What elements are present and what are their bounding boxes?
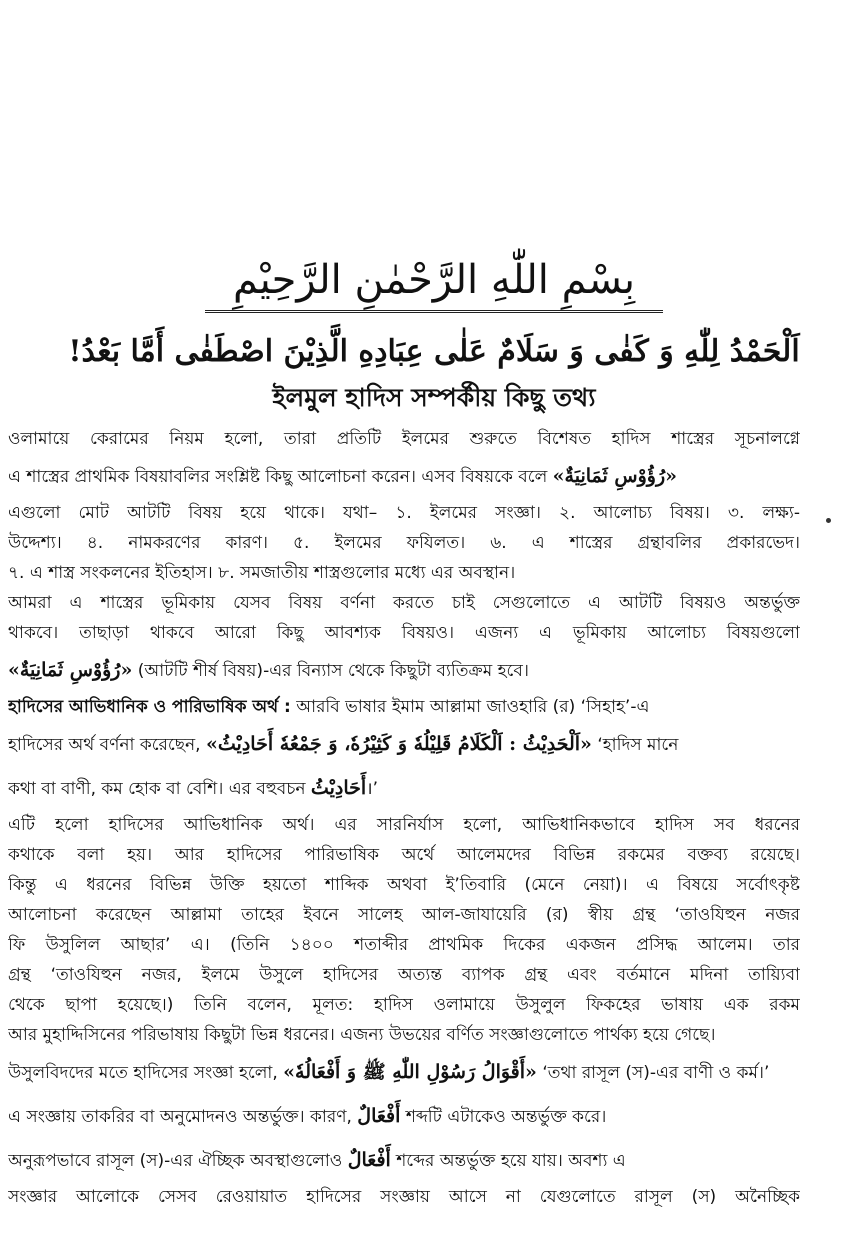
line-text: ফি উসুলিল আছার’ এ। (তিনি ১৪০০ শতাব্দীর প্রাথমিক দিকের একজন প্রসিদ্ধ আলেম। তার [8,935,800,955]
line-text-tail: ‘তথা রাসূল (স)-এর বাণী ও কর্ম।’ [542,1063,770,1083]
line-text: এগুলো মোট আটটি বিষয় হয়ে থাকে। যথা– ১. ইলমের সংজ্ঞা। ২. আলোচ্য বিষয়। ৩. লক্ষ্য- [8,503,800,523]
line-text-tail: ‘হাদিস মানে [597,735,679,755]
line-text-tail: শব্দের অন্তর্ভুক্ত হয়ে যায়। অবশ্য এ [396,1151,626,1171]
arabic-praise-line: اَلْحَمْدُ لِلّٰهِ وَ كَفٰى وَ سَلَامٌ عَلٰى عِبَادِهِ الَّذِيْنَ اصْطَفٰى أَمَّا بَعْدُ! [68,334,800,369]
arabic-term: أَحَادِيْثُ [310,777,367,799]
text-line [8,960,800,990]
text-line [8,810,800,840]
line-text: এ শাস্ত্রের প্রাথমিক বিষয়াবলির সংশ্লিষ্ট কিছু আলোচনা করেন। এসব বিষয়কে বলে [8,467,548,487]
text-line [8,498,800,528]
line-text: আর মুহাদ্দিসিনের পরিভাষায় কিছুটা ভিন্ন ধরনের। এজন্য উভয়ের বর্ণিত সংজ্ঞাগুলোতে পার্থক্য হয়ে গেছে। [8,1025,716,1045]
arabic-term: أَفْعَالٌ [357,1105,401,1127]
section-heading: হাদিসের আভিধানিক ও পারিভাষিক অর্থ : [8,697,291,717]
line-text: কিন্তু এ ধরনের বিভিন্ন উক্তি হয়তো শাব্দিক অথবা ই’তিবারি (মেনে নেয়া)। এ বিষয়ে সর্বোৎকৃষ্ট [8,875,800,895]
line-text: ওলামায়ে কেরামের নিয়ম হলো, তারা প্রতিটি ইলমের শুরুতে বিশেষত হাদিস শাস্ত্রের সূচনালগ্নে [8,429,800,449]
text-line [8,424,800,454]
bismillah-text: بِسْمِ اللّٰهِ الرَّحْمٰنِ الرَّحِيْمِ [205,250,663,313]
ink-speck [826,518,831,523]
text-line [8,1182,800,1212]
arabic-term: «رُؤُوْسِ ثَمَانِيَةٌ» [8,659,133,681]
body-text [8,424,800,1212]
line-text-tail: শব্দটি এটাকেও অন্তর্ভুক্ত করে। [405,1107,607,1127]
text-line [8,528,800,558]
arabic-quote: «أَقْوَالُ رَسُوْلِ اللّٰهِ ﷺ وَ أَفْعَالُهٗ» [283,1061,537,1083]
line-text: এটি হলো হাদিসের আভিধানিক অর্থ। এর সারনির্যাস হলো, আভিধানিকভাবে হাদিস সব ধরনের [8,815,800,835]
text-line [8,1094,800,1138]
line-text: এ সংজ্ঞায় তাকরির বা অনুমোদনও অন্তর্ভুক্ত। কারণ, [8,1107,352,1127]
text-line [8,870,800,900]
line-text: ৭. এ শাস্ত্র সংকলনের ইতিহাস। ৮. সমজাতীয় শাস্ত্রগুলোর মধ্যে এর অবস্থান। [8,563,516,583]
text-line [8,766,800,810]
text-line [8,1020,800,1050]
text-line [8,840,800,870]
text-line [8,900,800,930]
text-line [8,692,800,722]
line-text: হাদিসের অর্থ বর্ণনা করেছেন, [8,735,201,755]
text-line [8,588,800,618]
line-text: কথাকে বলা হয়। আর হাদিসের পারিভাষিক অর্থে আলেমদের বিভিন্ন রকমের বক্তব্য রয়েছে। [8,845,800,865]
text-line [8,1138,800,1182]
line-text: কথা বা বাণী, কম হোক বা বেশি। এর বহুবচন [8,779,306,799]
text-line [8,930,800,960]
line-text: উসুলবিদদের মতে হাদিসের সংজ্ঞা হলো, [8,1063,278,1083]
arabic-term: «رُؤُوْسِ ثَمَانِيَةٌ» [552,465,678,487]
text-line [8,990,800,1020]
line-text: আলোচনা করেছেন আল্লামা তাহের ইবনে সালেহ আল-জাযায়েরি (র) স্বীয় গ্রন্থ ‘তাওযিহুন নজর [8,905,800,925]
line-text: থাকবে। তাছাড়া থাকবে আরো কিছু আবশ্যক বিষয়ও। এজন্য এ ভূমিকায় আলোচ্য বিষয়গুলো [8,623,800,643]
page-title: ইলমুল হাদিস সম্পর্কীয় কিছু তথ্য [272,383,596,412]
line-text: আরবি ভাষার ইমাম আল্লামা জাওহারি (র) ‘সিহাহ’-এ [296,697,650,717]
text-line [8,454,800,498]
arabic-term: أَفْعَالٌ [347,1149,391,1171]
arabic-quote: «اَلْحَدِيْثُ : اَلْكَلَامُ قَلِيْلُهٗ وَ كَثِيْرُهٗ، وَ جَمْعُهٗ أَحَادِيْثُ» [206,733,592,755]
line-text: উদ্দেশ্য। ৪. নামকরণের কারণ। ৫. ইলমের ফযিলত। ৬. এ শাস্ত্রের গ্রন্থাবলির প্রকারভেদ। [8,533,800,553]
text-line [8,1050,800,1094]
line-text: আমরা এ শাস্ত্রের ভূমিকায় যেসব বিষয় বর্ণনা করতে চাই সেগুলোতে এ আটটি বিষয়ও অন্তর্ভুক্ত [8,593,800,613]
line-text-tail: ।’ [366,779,378,799]
text-line [8,648,800,692]
line-text: থেকে ছাপা হয়েছে।) তিনি বলেন, মূলত: হাদিস ওলামায়ে উসুলুল ফিকহের ভাষায় এক রকম [8,995,800,1015]
line-text: অনুরূপভাবে রাসূল (স)-এর ঐচ্ছিক অবস্থাগুলোও [8,1151,343,1171]
text-line [8,618,800,648]
text-line [8,558,800,588]
line-text: সংজ্ঞার আলোকে সেসব রেওয়ায়াত হাদিসের সংজ্ঞায় আসে না যেগুলোতে রাসূল (স) অনৈচ্ছিক [8,1187,800,1207]
text-line [8,722,800,766]
line-text: (আটটি শীর্ষ বিষয়)-এর বিন্যাস থেকে কিছুটা ব্যতিক্রম হবে। [137,661,529,681]
bismillah-calligraphy [0,250,868,313]
line-text: গ্রন্থ ‘তাওযিহুন নজর, ইলমে উসুলে হাদিসের অত্যন্ত ব্যাপক গ্রন্থ এবং বর্তমানে মদিনা তায়্যিবা [8,965,800,985]
